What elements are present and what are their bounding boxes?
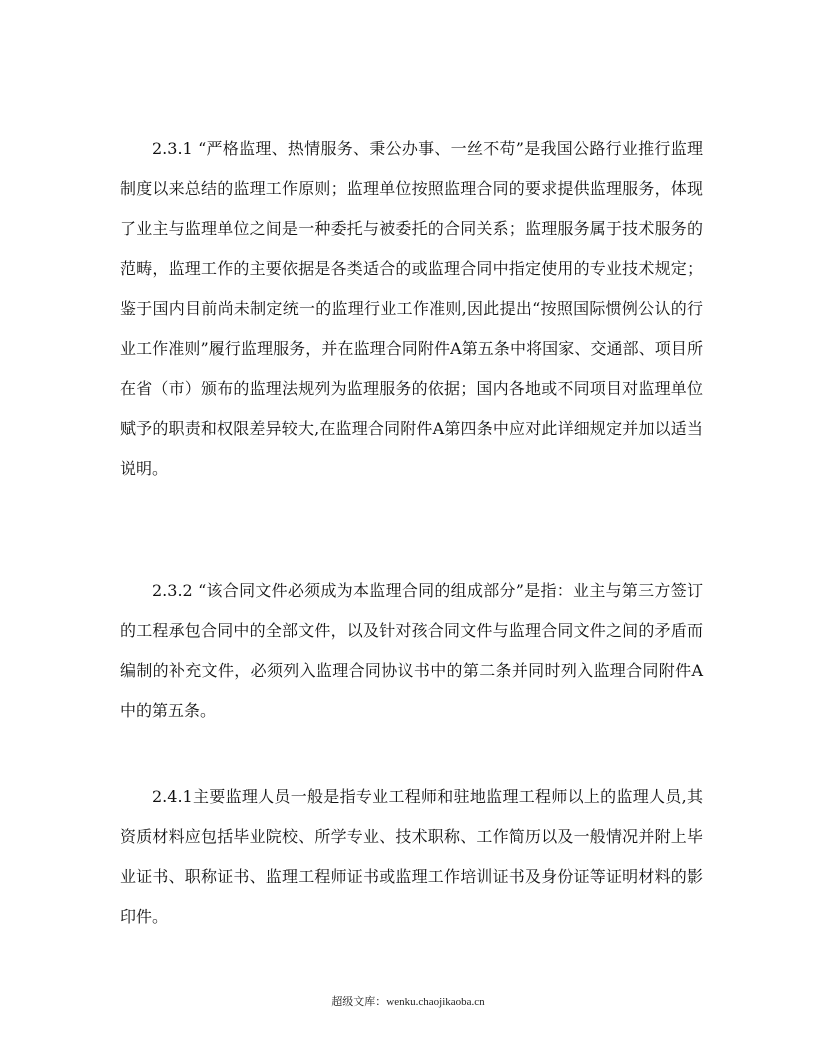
text-line: 印件。 [120, 907, 169, 926]
text-line: 鉴于国内目前尚未制定统一的监理行业工作准则,因此提出“按照国际惯例公认的行 [120, 299, 703, 318]
text-line: 了业主与监理单位之间是一种委托与被委托的合同关系；监理服务属于技术服务的 [120, 219, 703, 238]
paragraph-2-3-1 [120, 129, 703, 489]
text-line: 2.3.2 “该合同文件必须成为本监理合同的组成部分”是指：业主与第三方签订 [152, 581, 703, 600]
text-line: 的工程承包合同中的全部文件，以及针对孩合同文件与监理合同文件之间的矛盾而 [120, 621, 703, 640]
text-line: 2.4.1主要监理人员一般是指专业工程师和驻地监理工程师以上的监理人员,其 [152, 787, 703, 806]
text-line: 说明。 [120, 459, 169, 478]
text-line: 业证书、职称证书、监理工程师证书或监理工作培训证书及身份证等证明材料的影 [120, 867, 703, 886]
text-line: 中的第五条。 [120, 701, 217, 720]
text-line: 赋予的职责和权限差异较大,在监理合同附件A第四条中应对此详细规定并加以适当 [120, 419, 703, 438]
text-line: 编制的补充文件，必须列入监理合同协议书中的第二条并同时列入监理合同附件A [120, 661, 703, 680]
text-line: 业工作准则”履行监理服务，并在监理合同附件A第五条中将国家、交通部、项目所 [120, 339, 703, 358]
paragraph-2-3-2 [120, 571, 703, 731]
text-line: 制度以来总结的监理工作原则；监理单位按照监理合同的要求提供监理服务，体现 [120, 179, 703, 198]
page-footer: 超级文库：wenku.chaojikaoba.cn [331, 996, 485, 1008]
text-line: 资质材料应包括毕业院校、所学专业、技术职称、工作简历以及一般情况并附上毕 [120, 827, 703, 846]
text-line: 2.3.1 “严格监理、热情服务、秉公办事、一丝不苟”是我国公路行业推行监理 [152, 139, 703, 158]
text-line: 在省（市）颁布的监理法规列为监理服务的依据；国内各地或不同项目对监理单位 [120, 379, 703, 398]
paragraph-2-4-1 [120, 777, 703, 937]
text-line: 范畴，监理工作的主要依据是各类适合的或监理合同中指定使用的专业技术规定； [120, 259, 703, 278]
